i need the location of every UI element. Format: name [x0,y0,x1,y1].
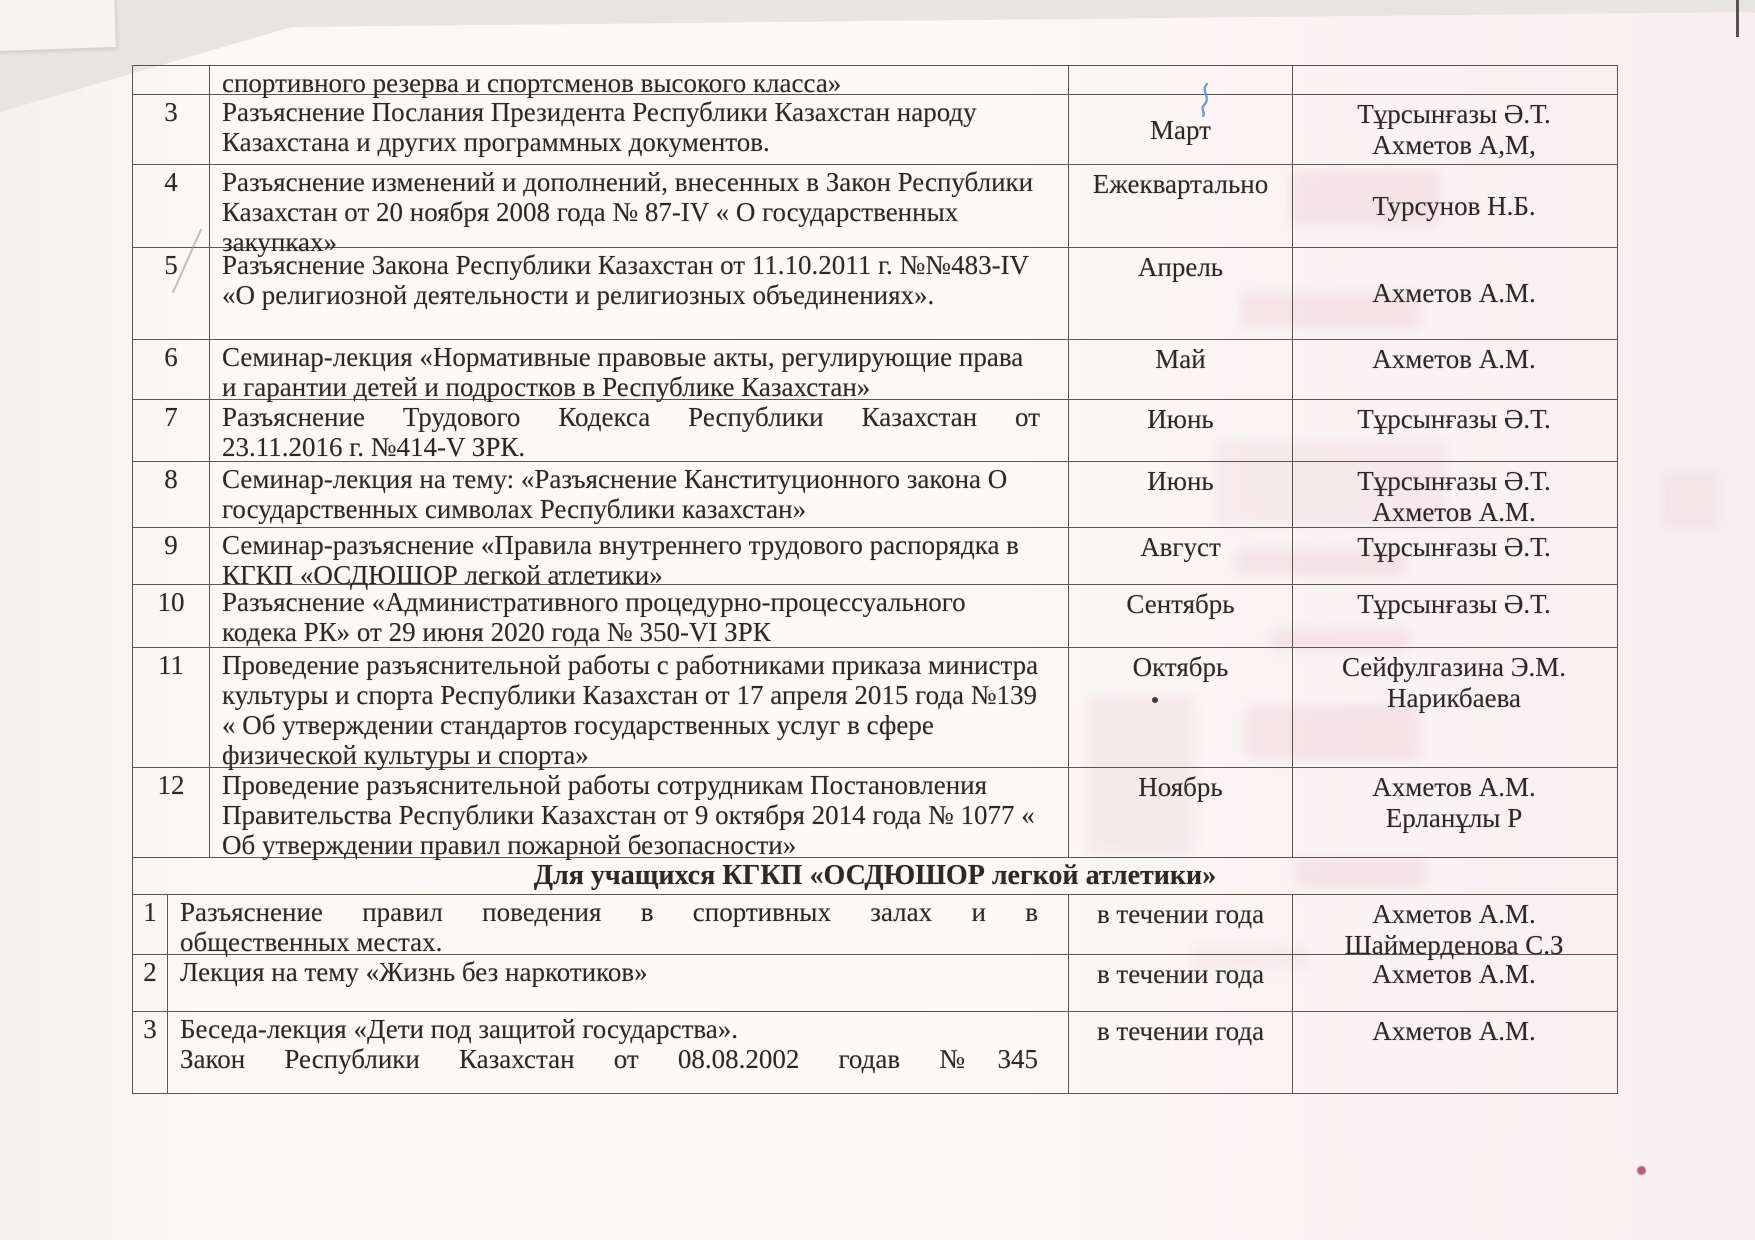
row-number: 12 [133,768,210,857]
activity-cell: Разъяснение Послания Президента Республики Казахстан народу Казахстана и других программных документов. [210,95,1069,164]
responsible-cell: Ахметов А.М. [1372,278,1536,308]
activity-cell: Разъяснение Трудового Кодекса Республики Казахстан от 23.11.2016 г. №414-V ЗРК. [210,400,1069,461]
row-number: 9 [133,528,210,584]
row-number: 8 [133,462,210,527]
scanner-edge-line [1736,0,1739,37]
row-number: 3 [133,1012,168,1093]
table-row-11 [133,648,1617,768]
table-row-3 [133,95,1617,165]
activity-cell: Проведение разъяснительной работы сотрудникам Постановления Правительства Республики Казахстан от 9 октября 2014 года № 1077 « Об утверждении правил пожарной безопасности» [210,768,1069,857]
activity-cell: Разъяснение «Административного процедурно-процессуального кодека РК» от 29 июня 2020 года № 350-VI ЗРК [210,585,1069,647]
responsible-cell [1293,66,1615,94]
table-row-5 [133,248,1617,340]
section-header: Для учащихся КГКП «ОСДЮШОР легкой атлетики» [133,858,1617,895]
responsible-cell: Тұрсынғазы Ә.Т. [1357,532,1551,562]
responsible-cell: Тұрсынғазы Ә.Т. Ахметов А,М, [1357,98,1551,160]
activity-cell: Беседа-лекция «Дети под защитой государства». Закон Республики Казахстан от 08.08.2002 годав №345 [168,1012,1069,1093]
activity-cell: Семинар-разъяснение «Правила внутреннего трудового распорядка в КГКП «ОСДЮШОР легкой атлетики» [210,528,1069,584]
period-cell [1069,66,1293,94]
plan-table [132,65,1618,1094]
table-row-10 [133,585,1617,648]
table-row-12 [133,768,1617,858]
row-number: 11 [133,648,210,767]
responsible-cell: Тұрсынғазы Ә.Т. [1357,404,1551,434]
table-row-6 [133,340,1617,400]
row-number: 1 [133,895,168,954]
activity-cell: Проведение разъяснительной работы с работниками приказа министра культуры и спорта Республики Казахстан от 17 апреля 2015 года №139 « Об утверждении стандартов государственных услуг в сфере физической культуры и спорта» [210,648,1069,767]
activity-cell: Семинар-лекция «Нормативные правовые акты, регулирующие права и гарантии детей и подростков в Республике Казахстан» [210,340,1069,399]
period-cell: в течении года [1069,955,1293,1011]
table-row-9 [133,528,1617,590]
table-row-8 [133,462,1617,528]
table-row-continuation [133,66,1617,98]
period-cell: Ежеквартально [1069,165,1293,247]
table-row-s2-2 [133,955,1617,1012]
responsible-cell: Ахметов А.М. [1372,344,1536,374]
table-row-s2-1 [133,895,1617,960]
row-number: 10 [133,585,210,647]
pen-squiggle-mark [1196,82,1216,118]
period-cell: Август [1069,528,1293,584]
responsible-cell: Ахметов А.М. Шаймерденова С.З [1344,899,1564,960]
row-number: 7 [133,400,210,461]
activity-cell: Разъяснение Закона Республики Казахстан от 11.10.2011 г. №№483-IV «О религиозной деятельности и религиозных объединениях». [210,248,1069,339]
row-number: 5 [133,248,210,339]
activity-cell: Разъяснение изменений и дополнений, внесенных в Закон Республики Казахстан от 20 ноября 2008 года № 87-IV « О государственных закупках» [210,165,1069,247]
activity-cell: спортивного резерва и спортсменов высокого класса» [210,66,1069,94]
row-number: 2 [133,955,168,1011]
responsible-cell: Ахметов А.М. [1372,1016,1536,1046]
period-cell: Октябрь [1069,648,1293,767]
activity-cell: Лекция на тему «Жизнь без наркотиков» [168,955,1069,1011]
row-number: 3 [133,95,210,164]
responsible-cell: Тұрсынғазы Ә.Т. [1357,589,1551,619]
bleed-through-smudge [1660,470,1720,530]
page-corner [0,0,116,51]
period-cell: Июнь [1069,462,1293,527]
responsible-cell: Тұрсынғазы Ә.Т. Ахметов А.М. [1357,466,1551,527]
period-cell: Ноябрь [1069,768,1293,857]
ink-dot [1152,697,1158,703]
period-cell: Апрель [1069,248,1293,339]
table-row-s2-3 [133,1012,1617,1093]
activity-cell: Семинар-лекция на тему: «Разъяснение Канституционного закона О государственных символах Республики казахстан» [210,462,1069,527]
row-number: 4 [133,165,210,247]
period-cell: в течении года [1069,895,1293,954]
activity-cell: Разъяснение правил поведения в спортивных залах и в общественных местах. [168,895,1069,954]
table-row-7 [133,400,1617,462]
period-cell: Июнь [1069,400,1293,461]
period-cell: Май [1069,340,1293,399]
row-number: 6 [133,340,210,399]
responsible-cell: Сейфулгазина Э.М. Нарикбаева [1341,652,1567,713]
responsible-cell: Ахметов А.М. Ерланұлы Р [1372,772,1536,833]
period-cell: Сентябрь [1069,585,1293,647]
period-cell: Март [1069,95,1293,164]
responsible-cell: Турсунов Н.Б. [1372,190,1536,221]
period-cell: в течении года [1069,1012,1293,1093]
responsible-cell: Ахметов А.М. [1372,959,1536,989]
table-row-4 [133,165,1617,257]
row-number [133,66,210,94]
pink-dot [1637,1166,1646,1175]
